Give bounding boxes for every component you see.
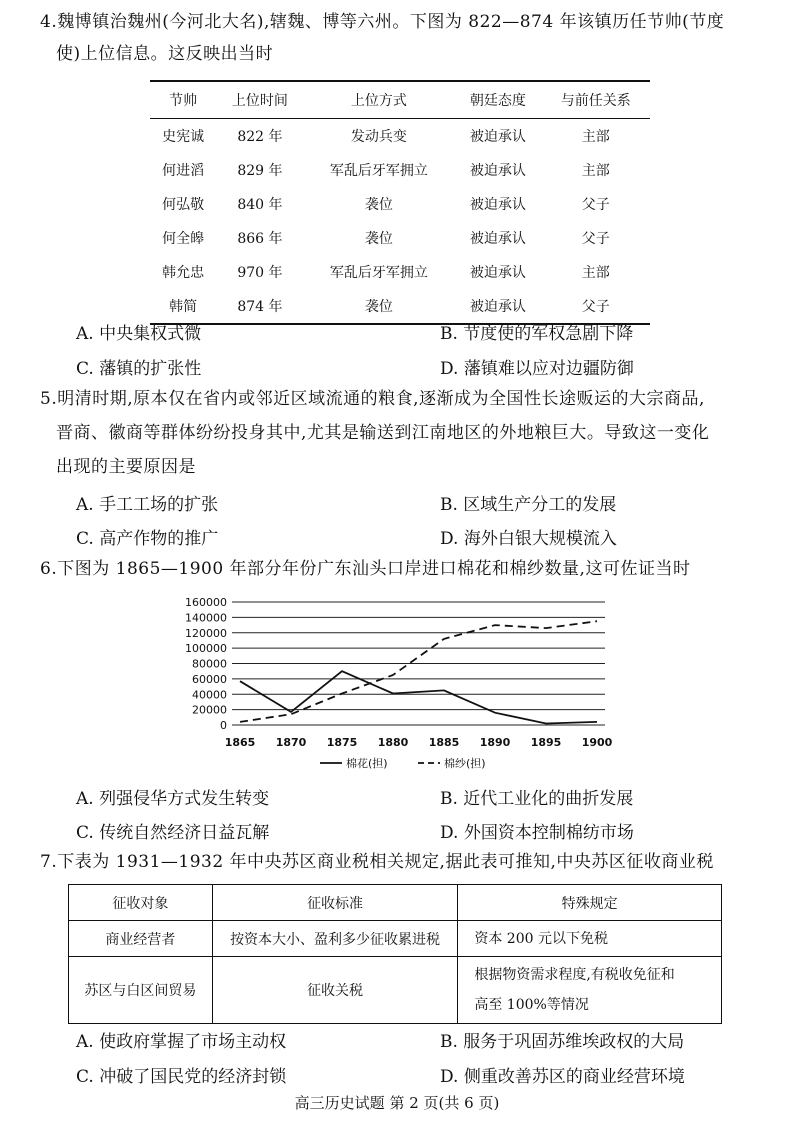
q6-option-b[interactable]: B. 近代工业化的曲折发展 xyxy=(440,789,634,809)
table-cell xyxy=(458,957,722,1024)
chart-legend-label-2: 棉纱(担) xyxy=(444,757,486,770)
q6-stem: 6.下图为 1865—1900 年部分年份广东汕头口岸进口棉花和棉纱数量,这可佐证当时 xyxy=(40,559,691,579)
table-cell: 韩简 xyxy=(150,289,216,324)
q7-table-header-row xyxy=(69,885,722,921)
table-cell: 被迫承认 xyxy=(469,129,526,145)
page-footer: 高三历史试题 第 2 页(共 6 页) xyxy=(294,1094,500,1112)
table-cell: 史宪诚 xyxy=(162,129,205,145)
chart-y-tick-label: 60000 xyxy=(192,672,227,686)
chart-y-tick-label: 100000 xyxy=(185,642,227,656)
q4-header-cell: 上位方式 xyxy=(304,81,455,119)
q4-stem-line1: 4.魏博镇治魏州(今河北大名),辖魏、博等六州。下图为 822—874 年该镇历任节帅(节度 xyxy=(40,12,725,32)
q7-option-b[interactable]: B. 服务于巩固苏维埃政权的大局 xyxy=(440,1032,685,1052)
table-cell: 父子 xyxy=(542,289,650,324)
chart-x-tick-label: 1895 xyxy=(530,736,562,749)
chart-y-tick-label: 0 xyxy=(220,719,227,732)
q6-option-c[interactable]: C. 传统自然经济日益瓦解 xyxy=(76,823,270,843)
q5-option-a[interactable]: A. 手工工场的扩张 xyxy=(76,495,219,515)
q4-option-b[interactable]: B. 节度使的军权急剧下降 xyxy=(440,324,634,344)
q5-stem-line1: 5.明清时期,原本仅在省内或邻近区域流通的粮食,逐渐成为全国性长途贩运的大宗商品, xyxy=(40,389,705,409)
q5-option-b[interactable]: B. 区域生产分工的发展 xyxy=(440,495,617,515)
table-cell: 何弘敬 xyxy=(162,197,205,213)
chart-x-tick-label: 1875 xyxy=(326,736,358,749)
chart-x-tick-label: 1890 xyxy=(479,736,511,749)
table-cell: 何进滔 xyxy=(162,163,205,179)
chart-legend xyxy=(320,756,486,770)
table-cell: 何全皞 xyxy=(162,231,205,247)
table-row xyxy=(69,957,722,1024)
q7-option-a[interactable]: A. 使政府掌握了市场主动权 xyxy=(76,1032,287,1052)
q7-stem: 7.下表为 1931—1932 年中央苏区商业税相关规定,据此表可推知,中央苏区征收商业税 xyxy=(40,852,714,872)
table-cell: 840 年 xyxy=(237,197,283,213)
chart-x-tick-label: 1865 xyxy=(224,736,256,749)
chart-y-tick-label: 80000 xyxy=(192,657,227,671)
chart-legend-label-1: 棉花(担) xyxy=(346,757,388,770)
special-rule-line1: 根据物资需求程度,有税收免征和 xyxy=(474,967,675,983)
q4-table xyxy=(150,80,650,325)
table-row xyxy=(150,187,650,221)
table-cell: 被迫承认 xyxy=(454,289,541,324)
q4-option-c[interactable]: C. 藩镇的扩张性 xyxy=(76,359,202,379)
q7-header-cell: 征收标准 xyxy=(212,885,458,921)
table-cell: 被迫承认 xyxy=(469,231,526,247)
chart-x-tick-label: 1885 xyxy=(428,736,460,749)
table-cell: 主部 xyxy=(581,265,610,281)
q6-line-chart xyxy=(150,590,630,772)
table-cell: 被迫承认 xyxy=(469,265,526,281)
table-cell: 征收关税 xyxy=(212,957,458,1024)
special-rule-line2: 高至 100%等情况 xyxy=(474,997,589,1013)
q7-option-c[interactable]: C. 冲破了国民党的经济封锁 xyxy=(76,1067,287,1087)
q4-stem-line2: 使)上位信息。这反映出当时 xyxy=(56,44,274,64)
q5-stem-line2: 晋商、徽商等群体纷纷投身其中,尤其是输送到江南地区的外地粮巨大。导致这一变化 xyxy=(56,423,710,443)
table-row xyxy=(150,255,650,289)
table-cell: 按资本大小、盈利多少征收累进税 xyxy=(212,921,458,957)
table-cell: 822 年 xyxy=(237,129,283,145)
table-cell: 苏区与白区间贸易 xyxy=(69,957,213,1024)
table-cell: 874 年 xyxy=(216,289,303,324)
chart-x-tick-label: 1900 xyxy=(581,736,613,749)
q6-option-a[interactable]: A. 列强侵华方式发生转变 xyxy=(76,789,270,809)
q4-option-d[interactable]: D. 藩镇难以应对边疆防御 xyxy=(440,359,634,379)
table-cell: 970 年 xyxy=(237,265,283,281)
table-cell: 866 年 xyxy=(237,231,283,247)
table-cell: 袭位 xyxy=(364,231,393,247)
table-cell: 袭位 xyxy=(304,289,455,324)
table-cell: 829 年 xyxy=(237,163,283,179)
table-row xyxy=(150,153,650,187)
table-cell: 被迫承认 xyxy=(469,197,526,213)
q6-option-d[interactable]: D. 外国资本控制棉纺市场 xyxy=(440,823,634,843)
chart-y-tick-label: 40000 xyxy=(192,688,227,702)
chart-x-ticks xyxy=(225,736,613,749)
q4-header-cell: 节帅 xyxy=(150,81,216,119)
table-cell: 发动兵变 xyxy=(350,129,407,145)
table-cell: 主部 xyxy=(581,129,610,145)
chart-series-line-2 xyxy=(240,621,597,722)
chart-x-tick-label: 1880 xyxy=(377,736,409,749)
q4-header-cell: 上位时间 xyxy=(216,81,303,119)
table-cell: 父子 xyxy=(581,231,610,247)
table-cell: 军乱后牙军拥立 xyxy=(329,265,428,281)
q7-option-d[interactable]: D. 侧重改善苏区的商业经营环境 xyxy=(440,1067,685,1087)
q7-header-cell: 特殊规定 xyxy=(458,885,722,921)
q5-stem-line3: 出现的主要原因是 xyxy=(56,457,196,477)
table-cell: 被迫承认 xyxy=(469,163,526,179)
q7-table xyxy=(68,884,722,1024)
q4-header-cell: 朝廷态度 xyxy=(454,81,541,119)
table-cell: 资本 200 元以下免税 xyxy=(458,921,722,957)
q7-header-cell: 征收对象 xyxy=(69,885,213,921)
table-cell: 商业经营者 xyxy=(69,921,213,957)
table-row xyxy=(150,119,650,154)
q5-option-c[interactable]: C. 高产作物的推广 xyxy=(76,529,219,549)
chart-series xyxy=(240,621,597,723)
table-row xyxy=(150,221,650,255)
chart-y-tick-label: 140000 xyxy=(185,611,227,625)
table-cell: 父子 xyxy=(581,197,610,213)
q5-option-d[interactable]: D. 海外白银大规模流入 xyxy=(440,529,617,549)
q4-table-header-row xyxy=(150,81,650,119)
table-cell: 军乱后牙军拥立 xyxy=(329,163,428,179)
chart-y-tick-label: 120000 xyxy=(185,626,227,640)
table-row xyxy=(69,921,722,957)
table-cell: 袭位 xyxy=(364,197,393,213)
chart-grid xyxy=(232,602,605,725)
table-cell: 主部 xyxy=(581,163,610,179)
chart-y-tick-label: 160000 xyxy=(185,596,227,609)
table-cell: 韩允忠 xyxy=(162,265,205,281)
chart-y-ticks xyxy=(185,596,227,732)
chart-y-tick-label: 20000 xyxy=(192,703,227,717)
q4-header-cell: 与前任关系 xyxy=(542,81,650,119)
chart-x-tick-label: 1870 xyxy=(275,736,307,749)
q4-option-a[interactable]: A. 中央集权式微 xyxy=(76,324,202,344)
